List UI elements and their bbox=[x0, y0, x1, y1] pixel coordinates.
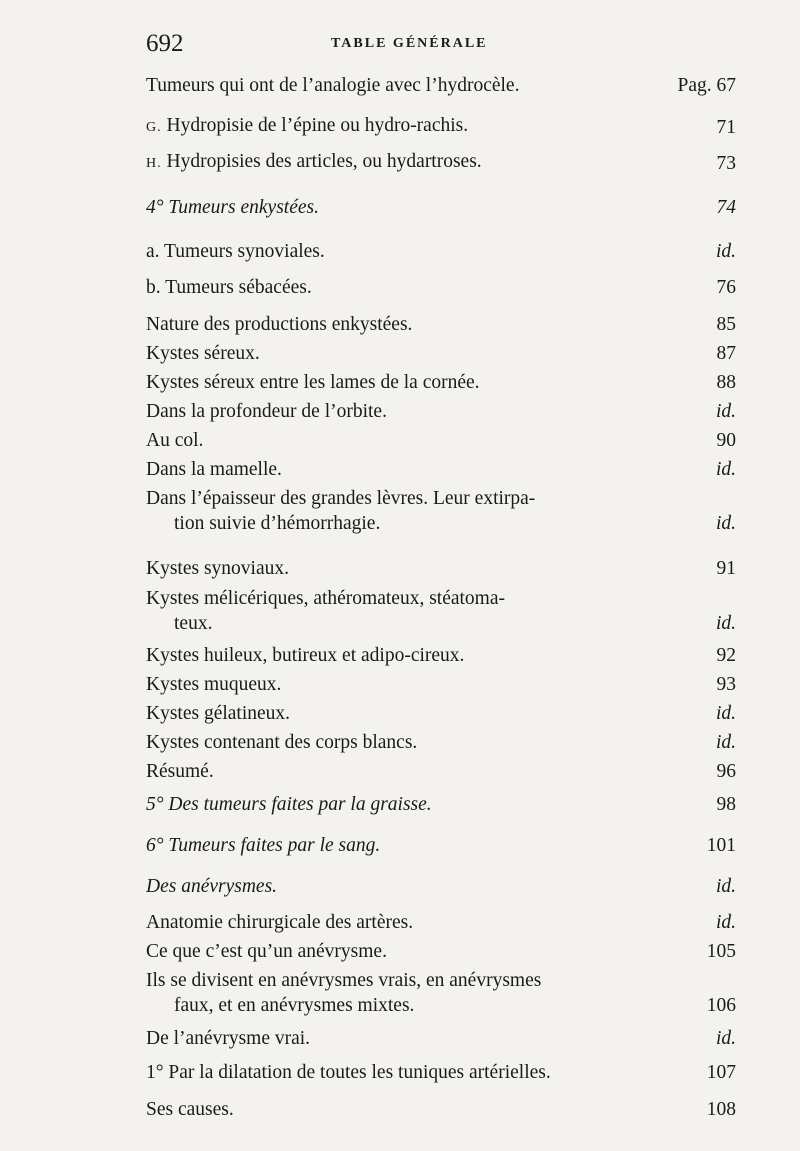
entry-page-number: 67 bbox=[716, 75, 736, 96]
toc-entry bbox=[146, 239, 736, 264]
entry-page: 108 bbox=[706, 1099, 736, 1120]
entry-text: 6° Tumeurs faites par le sang. bbox=[146, 835, 381, 856]
entry-text: Ses causes. bbox=[146, 1099, 234, 1120]
entry-text: Kystes synoviaux. bbox=[146, 558, 289, 579]
entry-page: 101 bbox=[706, 835, 736, 856]
entry-page: id. bbox=[715, 613, 736, 634]
toc-entry bbox=[146, 701, 736, 726]
entry-page: id. bbox=[715, 513, 736, 534]
entry-text: Dans l’épaisseur des grandes lèvres. Leur extirpa- bbox=[146, 488, 536, 509]
toc-entry bbox=[146, 792, 736, 817]
entry-text: 1° Par la dilatation de toutes les tuniques artérielles. bbox=[146, 1062, 551, 1083]
entry-continuation: faux, et en anévrysmes mixtes. bbox=[174, 995, 415, 1016]
toc-entry bbox=[146, 556, 736, 581]
entry-page-prefix: Pag. bbox=[677, 75, 712, 96]
toc-entry bbox=[146, 428, 736, 453]
entry-page: id. bbox=[715, 732, 736, 753]
entry-continuation: tion suivie d’hémorrhagie. bbox=[174, 513, 381, 534]
entry-page: 71 bbox=[716, 117, 736, 138]
entry-page bbox=[678, 73, 737, 98]
entry-text: Au col. bbox=[146, 430, 204, 451]
entry-text bbox=[146, 149, 736, 176]
toc-entry bbox=[146, 1060, 736, 1085]
toc-entry bbox=[146, 833, 736, 858]
entry-page: id. bbox=[715, 876, 736, 897]
entry-text: Kystes contenant des corps blancs. bbox=[146, 732, 418, 753]
entry-page: 90 bbox=[716, 430, 736, 451]
entry-text: Tumeurs qui ont de l’analogie avec l’hydrocèle. bbox=[146, 75, 520, 96]
toc-entry bbox=[146, 586, 736, 636]
toc-entry bbox=[146, 874, 736, 899]
toc-entry bbox=[146, 968, 736, 1018]
toc-entry bbox=[146, 486, 736, 536]
toc-entry bbox=[146, 149, 736, 176]
entry-page: id. bbox=[715, 241, 736, 262]
entry-page: 88 bbox=[716, 372, 736, 393]
entry-text: Nature des productions enkystées. bbox=[146, 314, 413, 335]
entry-text: Kystes gélatineux. bbox=[146, 703, 291, 724]
entry-text: Kystes séreux entre les lames de la cornée. bbox=[146, 372, 480, 393]
entry-page: id. bbox=[715, 703, 736, 724]
toc-entry bbox=[146, 195, 736, 220]
entry-page: id. bbox=[715, 459, 736, 480]
toc-entry bbox=[146, 910, 736, 935]
toc-entry bbox=[146, 341, 736, 366]
toc-entry bbox=[146, 370, 736, 395]
entry-text: b. Tumeurs sébacées. bbox=[146, 277, 312, 298]
entry-text: De l’anévrysme vrai. bbox=[146, 1028, 311, 1049]
entry-page: 92 bbox=[716, 645, 736, 666]
toc-entry bbox=[146, 113, 736, 140]
toc-entry bbox=[146, 759, 736, 784]
entry-page: 107 bbox=[706, 1062, 736, 1083]
toc-entry bbox=[146, 672, 736, 697]
entry-marker: G. bbox=[146, 120, 162, 135]
entry-text: 5° Des tumeurs faites par la graisse. bbox=[146, 794, 432, 815]
entry-text: Dans la mamelle. bbox=[146, 459, 282, 480]
entry-page: id. bbox=[715, 401, 736, 422]
entry-continuation: teux. bbox=[174, 613, 213, 634]
entry-label: Hydropisies des articles, ou hydartroses. bbox=[166, 151, 482, 172]
entry-text: Ils se divisent en anévrysmes vrais, en anévrysmes bbox=[146, 970, 542, 991]
entry-page: 85 bbox=[716, 314, 736, 335]
entry-page: id. bbox=[715, 1028, 736, 1049]
entry-text: Anatomie chirurgicale des artères. bbox=[146, 912, 414, 933]
entry-page: 93 bbox=[716, 674, 736, 695]
entry-text: Kystes huileux, butireux et adipo-cireux. bbox=[146, 645, 465, 666]
entry-page: 74 bbox=[716, 197, 736, 218]
entry-text: Kystes mélicériques, athéromateux, stéatoma- bbox=[146, 588, 505, 609]
entry-text: 4° Tumeurs enkystées. bbox=[146, 197, 319, 218]
entry-page: 73 bbox=[716, 153, 736, 174]
entry-text: Kystes muqueux. bbox=[146, 674, 282, 695]
entry-text: a. Tumeurs synoviales. bbox=[146, 241, 325, 262]
entry-page: 106 bbox=[706, 995, 736, 1016]
entry-page: 76 bbox=[716, 277, 736, 298]
toc-entry bbox=[146, 643, 736, 668]
toc-entry bbox=[146, 399, 736, 424]
entry-page: id. bbox=[715, 912, 736, 933]
entry-text: Dans la profondeur de l’orbite. bbox=[146, 401, 387, 422]
page-number: 692 bbox=[146, 30, 184, 57]
entry-text: Des anévrysmes. bbox=[146, 876, 278, 897]
entry-text: Kystes séreux. bbox=[146, 343, 260, 364]
entry-marker: H. bbox=[146, 156, 162, 171]
entry-page: 98 bbox=[716, 794, 736, 815]
toc-entry bbox=[146, 312, 736, 337]
toc-entry bbox=[146, 73, 736, 98]
entry-text: Résumé. bbox=[146, 761, 214, 782]
toc-entry bbox=[146, 275, 736, 300]
toc-entry bbox=[146, 457, 736, 482]
toc-entry bbox=[146, 730, 736, 755]
toc-entry bbox=[146, 1026, 736, 1051]
entry-page: 87 bbox=[716, 343, 736, 364]
entry-label: Hydropisie de l’épine ou hydro-rachis. bbox=[166, 115, 469, 136]
page-header bbox=[146, 30, 736, 62]
toc-entry bbox=[146, 939, 736, 964]
entry-page: 91 bbox=[716, 558, 736, 579]
running-title: TABLE GÉNÉRALE bbox=[331, 36, 488, 51]
toc-entry bbox=[146, 1097, 736, 1122]
entry-text bbox=[146, 113, 736, 140]
entry-page: 96 bbox=[716, 761, 736, 782]
entry-page: 105 bbox=[706, 941, 736, 962]
entry-text: Ce que c’est qu’un anévrysme. bbox=[146, 941, 387, 962]
